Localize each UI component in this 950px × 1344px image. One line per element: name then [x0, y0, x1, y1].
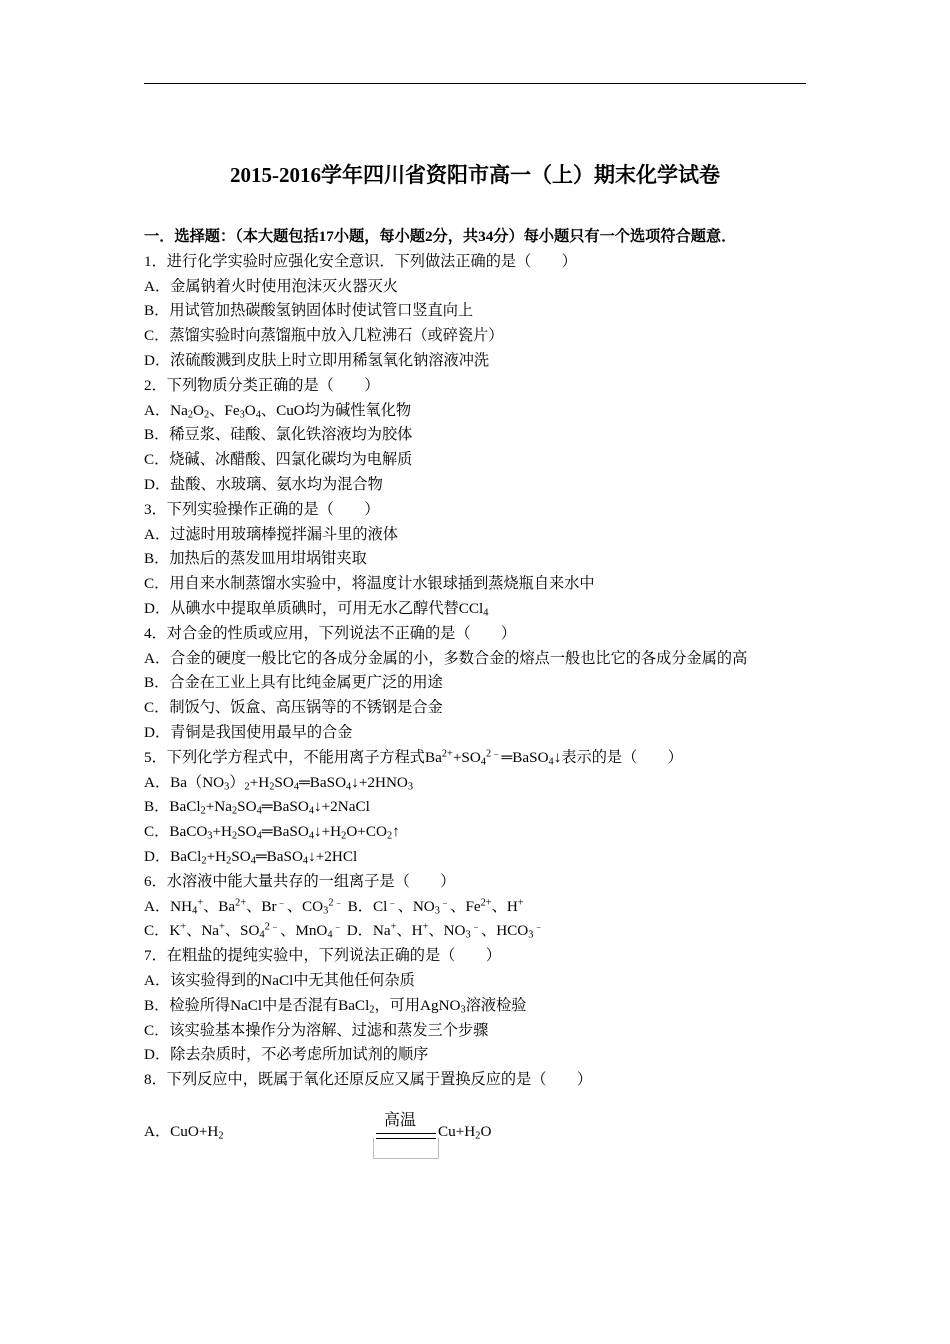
text-line: B．稀豆浆、硅酸、氯化铁溶液均为胶体: [144, 426, 413, 444]
text-line: 7．在粗盐的提纯实验中，下列说法正确的是（ ）: [144, 947, 501, 965]
text-line: D．从碘水中提取单质碘时，可用无水乙醇代替CCl$_4$: [144, 599, 489, 619]
text-line: D．青铜是我国使用最早的合金: [144, 723, 353, 741]
text-line: B．用试管加热碳酸氢钠固体时使试管口竖直向上: [144, 302, 474, 320]
text-line: D．盐酸、水玻璃、氨水均为混合物: [144, 475, 383, 493]
text-line: D．$BaCl_2+H_2SO_4═BaSO_4↓+2HCl$: [144, 847, 358, 867]
equation-products: $Cu+H_2O$: [438, 1123, 492, 1142]
text-line: 8．下列反应中，既属于氧化还原反应又属于置换反应的是（ ）: [144, 1071, 593, 1089]
text-line: 2．下列物质分类正确的是（ ）: [144, 376, 380, 394]
section-heading: 一．选择题：（本大题包括17小题，每小题2分，共34分）每小题只有一个选项符合题意．: [144, 228, 737, 245]
equation-reactants: A．$CuO+H_2$: [144, 1123, 224, 1142]
text-line: 1．进行化学实验时应强化安全意识．下列做法正确的是（ ）: [144, 252, 577, 270]
text-line: 4．对合金的性质或应用，下列说法不正确的是（ ）: [144, 624, 517, 642]
text-line: A．$Na_2O_2$、$Fe_3O_4$、CuO均为碱性氧化物: [144, 401, 412, 421]
question-list: [144, 250, 824, 1093]
reaction-condition: 高温: [384, 1110, 417, 1129]
text-line: A．$NH_4^+$、$Ba^{2+}$、Br﹣、$CO_3^{2﹣}$ B．Cl﹣、$NO_3^﹣$、$Fe^{2+}$、H+: [144, 896, 524, 917]
text-line: C．蒸馏实验时向蒸馏瓶中放入几粒沸石（或碎瓷片）: [144, 327, 504, 345]
text-line: A．合金的硬度一般比它的各成分金属的小，多数合金的熔点一般也比它的各成分金属的高: [144, 649, 748, 667]
text-line: 6．水溶液中能大量共存的一组离子是（ ）: [144, 872, 456, 890]
text-line: 5．下列化学方程式中，不能用离子方程式$Ba^{2+}+SO_4^{2﹣}═BaSO_4↓$表示的是（ ）: [144, 748, 683, 768]
text-line: C．K+、Na+、$SO_4^{2﹣}$、MnO$_4$﹣ D．Na+、H+、$NO_3^﹣$、$HCO_3^﹣$: [144, 921, 544, 941]
text-line: B．检验所得NaCl中是否混有BaCl$_2$，可用AgNO$_3$溶液检验: [144, 996, 527, 1016]
text-line: 3．下列实验操作正确的是（ ）: [144, 500, 380, 518]
text-line: B．$BaCl_2+Na_2SO_4═BaSO_4↓+2NaCl$: [144, 798, 370, 817]
text-line: B．合金在工业上具有比纯金属更广泛的用途: [144, 674, 443, 692]
text-line: C．制饭勺、饭盒、高压锅等的不锈钢是合金: [144, 699, 443, 717]
text-line: B．加热后的蒸发皿用坩埚钳夹取: [144, 550, 367, 568]
text-line: A．金属钠着火时使用泡沫灭火器灭火: [144, 277, 398, 295]
page-title: 2015-2016学年四川省资阳市高一（上）期末化学试卷: [230, 163, 720, 187]
text-line: C．$BaCO_3+H_2SO_4═BaSO_4↓+H_2O+CO_2↑$: [144, 823, 400, 842]
text-line: C．该实验基本操作分为溶解、过滤和蒸发三个步骤: [144, 1021, 489, 1039]
text-line: D．除去杂质时，不必考虑所加试剂的顺序: [144, 1046, 429, 1064]
text-line: A．该实验得到的NaCl中无其他任何杂质: [144, 971, 415, 989]
text-line: C．用自来水制蒸馏水实验中，将温度计水银球插到蒸烧瓶自来水中: [144, 575, 595, 593]
text-line: A．过滤时用玻璃棒搅拌漏斗里的液体: [144, 525, 398, 543]
text-line: C．烧碱、冰醋酸、四氯化碳均为电解质: [144, 451, 413, 469]
text-line: D．浓硫酸溅到皮肤上时立即用稀氢氧化钠溶液冲洗: [144, 351, 490, 369]
reaction-equation: [144, 1110, 492, 1160]
text-line: A．$Ba(NO_3)_2+H_2SO_4═BaSO_4↓+2HNO_3$: [144, 773, 414, 793]
header-rule: [144, 83, 806, 84]
condition-box: [373, 1138, 439, 1159]
document-body: [144, 225, 824, 1093]
